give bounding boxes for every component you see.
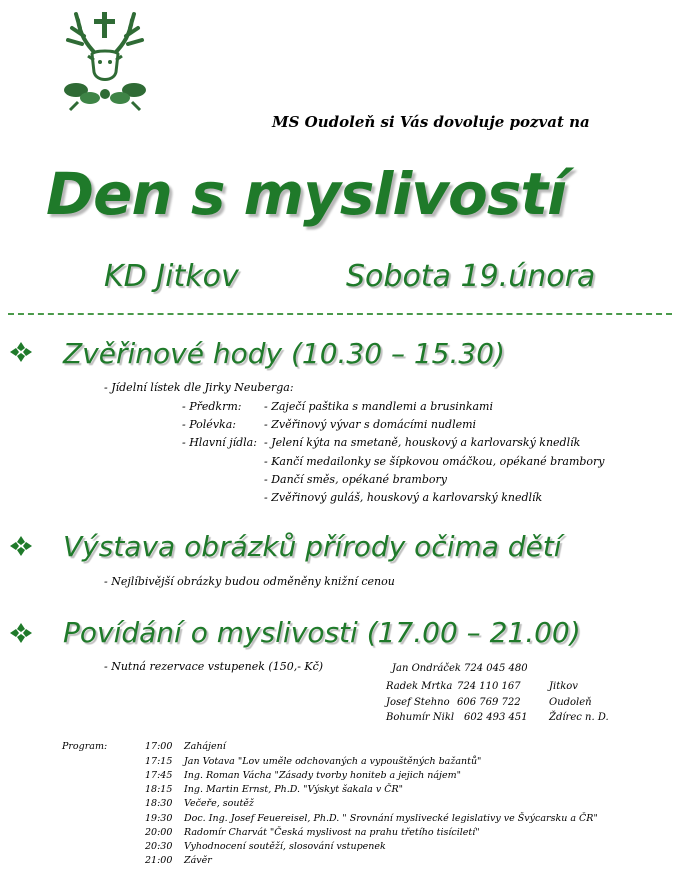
program-time-1: 17:00 xyxy=(145,741,173,752)
menu-label-3: - Hlavní jídla: xyxy=(182,436,257,449)
diamond-bullet-icon xyxy=(8,341,34,363)
menu-item-2: - Zvěřinový vývar s domácími nudlemi xyxy=(264,418,477,431)
program-time-5: 18:30 xyxy=(145,798,173,809)
date-text: Sobota 19.února xyxy=(346,259,596,294)
program-text-6: Doc. Ing. Josef Feuereisel, Ph.D. " Srovnání myslivecké legislativy ve Švýcarsku a ČR" xyxy=(184,813,598,824)
section-hody-title: Zvěřinové hody (10.30 – 15.30) xyxy=(63,337,505,370)
contact-place-4: Ždírec n. D. xyxy=(549,712,609,723)
main-title: Den s myslivostí xyxy=(46,160,566,228)
menu-label-1: - Předkrm: xyxy=(182,400,242,413)
contact-phone-3: 606 769 722 xyxy=(457,697,521,708)
contact-place-3: Oudoleň xyxy=(549,697,592,708)
program-text-3: Ing. Roman Vácha "Zásady tvorby honiteb a jejich nájem" xyxy=(184,770,461,781)
menu-item-5: - Dančí směs, opékané brambory xyxy=(264,473,447,486)
contact-phone-2: 724 110 167 xyxy=(457,681,521,692)
contact-phone-1: 724 045 480 xyxy=(464,663,528,674)
program-text-2: Jan Votava "Lov uměle odchovaných a vypouštěných bažantů" xyxy=(184,756,482,767)
menu-item-6: - Zvěřinový guláš, houskový a karlovarský knedlík xyxy=(264,491,543,504)
diamond-bullet-icon xyxy=(8,535,34,557)
menu-intro: - Jídelní lístek dle Jirky Neuberga: xyxy=(104,381,294,394)
program-label: Program: xyxy=(62,741,108,752)
program-time-6: 19:30 xyxy=(145,813,173,824)
contact-name-3: Josef Stehno xyxy=(386,697,450,708)
menu-item-1: - Zaječí paštika s mandlemi a brusinkami xyxy=(264,400,494,413)
contact-name-2: Radek Mrtka xyxy=(386,681,453,692)
contact-phone-4: 602 493 451 xyxy=(464,712,528,723)
program-time-9: 21:00 xyxy=(145,855,173,866)
program-text-8: Vyhodnocení soutěží, slosování vstupenek xyxy=(184,841,386,852)
section-povidani-title: Povídání o myslivosti (17.00 – 21.00) xyxy=(63,616,581,649)
contact-name-1: Jan Ondráček xyxy=(392,663,461,674)
vystava-note: - Nejlíbivější obrázky budou odměněny knižní cenou xyxy=(104,575,395,588)
program-text-7: Radomír Charvát "Česká myslivost na prahu třetího tisíciletí" xyxy=(184,827,480,838)
deer-cross-icon xyxy=(58,6,154,114)
divider-line xyxy=(8,313,672,315)
program-time-2: 17:15 xyxy=(145,756,173,767)
program-time-4: 18:15 xyxy=(145,784,173,795)
section-vystava-title: Výstava obrázků přírody očima dětí xyxy=(63,530,562,563)
menu-item-3: - Jelení kýta na smetaně, houskový a karlovarský knedlík xyxy=(264,436,581,449)
contact-name-4: Bohumír Nikl xyxy=(386,712,455,723)
contact-place-2: Jitkov xyxy=(549,681,578,692)
program-time-3: 17:45 xyxy=(145,770,173,781)
reservation-note: - Nutná rezervace vstupenek (150,- Kč) xyxy=(104,660,324,673)
program-time-7: 20:00 xyxy=(145,827,173,838)
invite-text: MS Oudoleň si Vás dovoluje pozvat na xyxy=(272,113,590,131)
program-text-1: Zahájení xyxy=(184,741,226,752)
program-text-4: Ing. Martin Ernst, Ph.D. "Výskyt šakala v ČR" xyxy=(184,784,404,795)
menu-item-4: - Kančí medailonky se šípkovou omáčkou, opékané brambory xyxy=(264,455,605,468)
program-text-9: Závěr xyxy=(184,855,212,866)
menu-label-2: - Polévka: xyxy=(182,418,236,431)
venue-text: KD Jitkov xyxy=(104,259,239,294)
program-text-5: Večeře, soutěž xyxy=(184,798,254,809)
hunting-logo xyxy=(58,6,154,114)
diamond-bullet-icon xyxy=(8,622,34,644)
program-time-8: 20:30 xyxy=(145,841,173,852)
